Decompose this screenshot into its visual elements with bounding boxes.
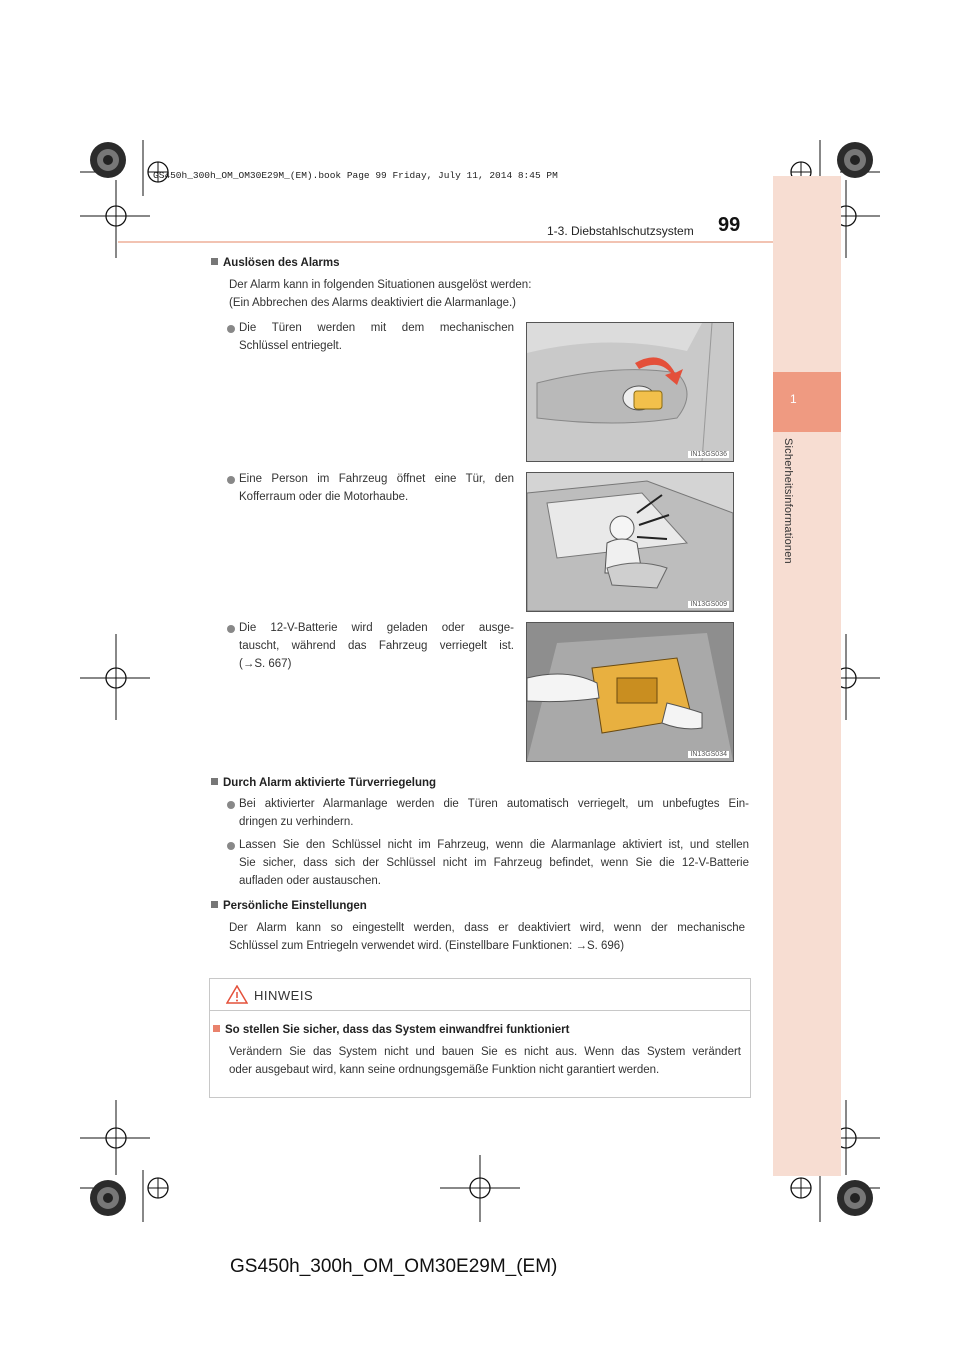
notice-header [210, 979, 750, 1011]
bullet-dot-icon [227, 842, 235, 850]
bullet-dot-icon [227, 801, 235, 809]
chapter-number: 1 [790, 392, 797, 406]
image-code: IN13GS009 [690, 601, 727, 608]
square-bullet-icon [211, 778, 218, 785]
lock-bullet-1-line2: dringen zu verhindern. [239, 816, 354, 828]
image-code: IN13GS036 [690, 451, 727, 458]
trigger-item-1-line2: Schlüssel entriegelt. [239, 340, 342, 352]
square-bullet-icon [211, 258, 218, 265]
notice-box [209, 978, 751, 1098]
chapter-sidebar [773, 176, 841, 1176]
personal-line1: Der Alarm kann so eingestellt werden, dass er deaktiviert wird, wenn der mechanische [229, 922, 745, 934]
chapter-tab[interactable] [773, 372, 841, 432]
page-number: 99 [718, 214, 741, 236]
square-bullet-icon [213, 1025, 220, 1032]
print-info-line: GS450h_300h_OM_OM30E29M_(EM).book Page 99 Friday, July 11, 2014 8:45 PM [153, 170, 558, 181]
chapter-title: Sicherheitsinformationen [782, 438, 794, 564]
lock-bullet-2-line1: Lassen Sie den Schlüssel nicht im Fahrzeug, wenn die Alarmanlage aktiviert ist, und stellen [239, 839, 749, 851]
trigger-item-1-line1: Die Türen werden mit dem mechanischen [239, 322, 514, 334]
warning-icon [226, 985, 248, 1004]
personal-heading: Persönliche Einstellungen [211, 900, 367, 912]
door-key-illustration [526, 322, 734, 462]
notice-line2: oder ausgebaut wird, kann seine ordnungsgemäße Funktion nicht garantiert werden. [229, 1064, 660, 1076]
footer-model-code: GS450h_300h_OM_OM30E29M_(EM) [230, 1256, 558, 1277]
notice-title: HINWEIS [254, 988, 314, 1003]
trigger-item-2-line2: Kofferraum oder die Motorhaube. [239, 491, 409, 503]
bullet-dot-icon [227, 625, 235, 633]
trigger-intro-2: (Ein Abbrechen des Alarms deaktiviert die Alarmanlage.) [229, 297, 517, 309]
header-rule [118, 241, 773, 243]
image-code: IN13GS034 [690, 751, 727, 758]
lock-bullet-2-line2: Sie sicher, dass sich der Schlüssel nicht im Fahrzeug befindet, wenn Sie die 12-V-Batterie [239, 857, 749, 869]
bullet-dot-icon [227, 476, 235, 484]
section-title: 1-3. Diebstahlschutzsystem [547, 224, 694, 238]
lock-bullet-2-line3: aufladen oder austauschen. [239, 875, 381, 887]
bullet-dot-icon [227, 325, 235, 333]
chapter-title-vertical [780, 438, 800, 588]
notice-heading: So stellen Sie sicher, dass das System einwandfrei funktioniert [213, 1024, 569, 1036]
square-bullet-icon [211, 901, 218, 908]
battery-illustration [526, 622, 734, 762]
notice-line1: Verändern Sie das System nicht und bauen Sie es nicht aus. Wenn das System verändert [229, 1046, 741, 1058]
lock-bullet-1-line1: Bei aktivierter Alarmanlage werden die Türen automatisch verriegelt, um unbefugtes Ein- [239, 798, 749, 810]
trigger-intro-1: Der Alarm kann in folgenden Situationen ausgelöst werden: [229, 279, 532, 291]
trigger-item-3-line1: Die 12-V-Batterie wird geladen oder ausge- [239, 622, 514, 634]
trigger-item-3-line2: tauscht, während das Fahrzeug verriegelt ist. [239, 640, 514, 652]
person-in-car-illustration [526, 472, 734, 612]
trigger-item-2-line1: Eine Person im Fahrzeug öffnet eine Tür, den [239, 473, 514, 485]
lock-heading: Durch Alarm aktivierte Türverriegelung [211, 777, 436, 789]
personal-line2: Schlüssel zum Entriegeln verwendet wird. (Einstellbare Funktionen: →S. 696) [229, 940, 625, 952]
trigger-heading: Auslösen des Alarms [211, 257, 340, 269]
trigger-item-3-line3: (→S. 667) [239, 658, 292, 670]
